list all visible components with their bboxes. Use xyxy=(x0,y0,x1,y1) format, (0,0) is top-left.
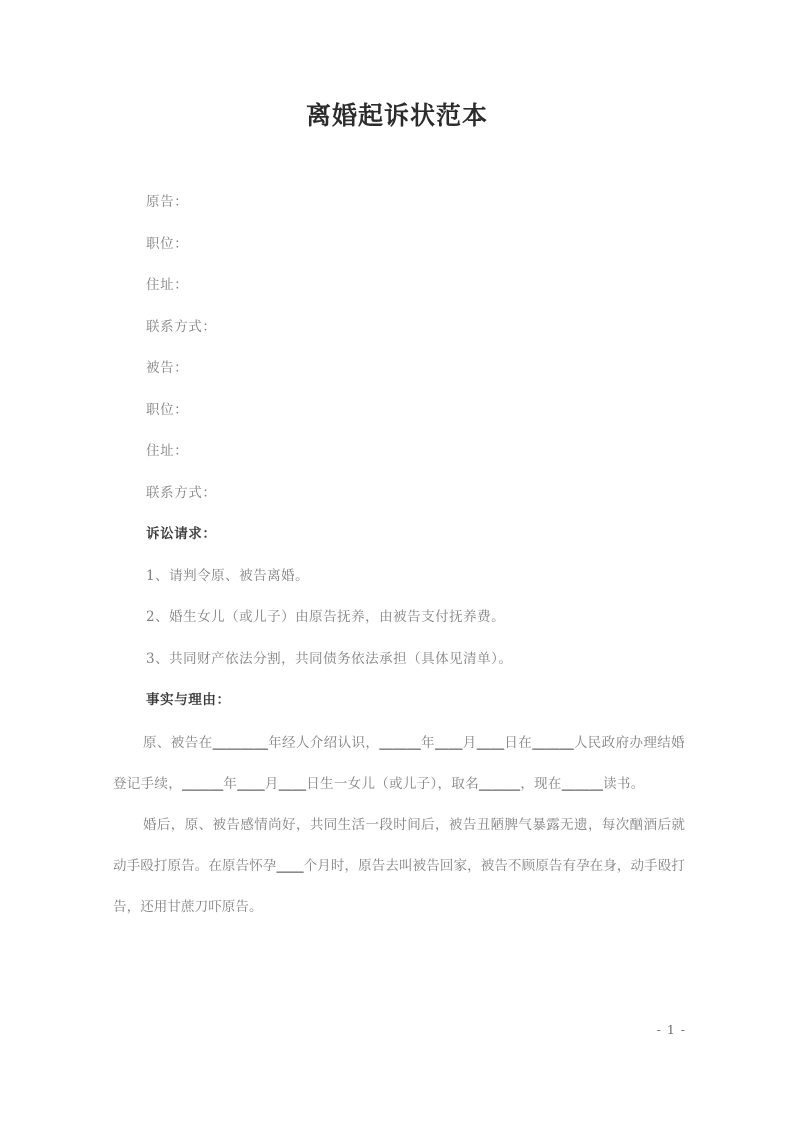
p1-seg9: 日生一女儿（或儿子），取名 xyxy=(306,776,479,792)
p2-seg1: 婚后，原、被告感情尚好，共同生活一段时间后，被告丑陋脾气暴露无遗，每次酗酒后就动手殴打原告。在原告怀孕 xyxy=(113,817,685,874)
field-plaintiff-name: 原告： xyxy=(146,194,189,210)
facts-paragraph-2 xyxy=(113,805,685,928)
page-number: - 1 - xyxy=(656,1022,686,1037)
p1-blank-marriage-month: ＿＿ xyxy=(434,735,463,751)
p1-seg7: 年 xyxy=(223,776,238,792)
p1-blank-school: ＿＿＿ xyxy=(561,776,604,792)
p1-seg4: 月 xyxy=(462,735,477,751)
field-defendant-position: 职位： xyxy=(146,401,189,418)
p1-seg3: 年 xyxy=(420,735,435,751)
party-information-block xyxy=(113,182,683,722)
page-title: 离婚起诉状范本 xyxy=(305,101,488,130)
facts-paragraph-2-block xyxy=(113,805,685,928)
claim-item-3: 3、共同财产依法分割，共同债务依法承担（具体见清单）。 xyxy=(146,650,513,667)
facts-heading: 事实与理由： xyxy=(146,692,231,708)
claim-item-2: 2、婚生女儿（或儿子）由原告抚养，由被告支付抚养费。 xyxy=(146,609,506,625)
p1-blank-birth-year: ＿＿＿ xyxy=(182,776,224,792)
field-plaintiff-position: 职位： xyxy=(146,235,189,252)
p2-blank-pregnancy-months: ＿＿ xyxy=(276,858,304,874)
p1-blank-year-met: ＿＿＿＿ xyxy=(212,735,269,751)
field-plaintiff-address: 住址： xyxy=(146,277,189,293)
p1-blank-marriage-year: ＿＿＿ xyxy=(379,735,421,751)
p1-blank-government: ＿＿＿ xyxy=(532,735,574,751)
p1-seg1: 原、被告在 xyxy=(143,735,213,751)
claims-heading: 诉讼请求： xyxy=(146,526,217,542)
p1-blank-marriage-day: ＿＿ xyxy=(476,735,505,751)
field-plaintiff-contact: 联系方式： xyxy=(146,318,217,335)
claim-item-1: 1、请判令原、被告离婚。 xyxy=(146,567,310,584)
field-defendant-address: 住址： xyxy=(146,443,189,459)
p1-seg2: 年经人介绍认识， xyxy=(268,735,380,751)
p1-seg11: 读书。 xyxy=(603,776,645,792)
field-defendant-name: 被告： xyxy=(146,360,189,376)
p1-seg10: ，现在 xyxy=(520,776,562,792)
p1-blank-child-name: ＿＿＿ xyxy=(478,776,521,792)
p2-seg2: 个月时，原告去叫被告回家，被告不顾原告有孕在身，动手殴打告，还用甘蔗刀吓原告。 xyxy=(113,858,686,915)
field-defendant-contact: 联系方式： xyxy=(146,484,217,501)
p1-seg5: 日在 xyxy=(504,735,533,751)
facts-paragraph-1-block xyxy=(113,723,685,805)
facts-paragraph-1 xyxy=(113,723,685,805)
p1-seg8: 月 xyxy=(264,776,279,792)
p1-blank-birth-day: ＿＿ xyxy=(278,776,307,792)
p1-seg6: 人民政府办理结婚登记手续， xyxy=(113,735,685,792)
p1-blank-birth-month: ＿＿ xyxy=(237,776,265,792)
